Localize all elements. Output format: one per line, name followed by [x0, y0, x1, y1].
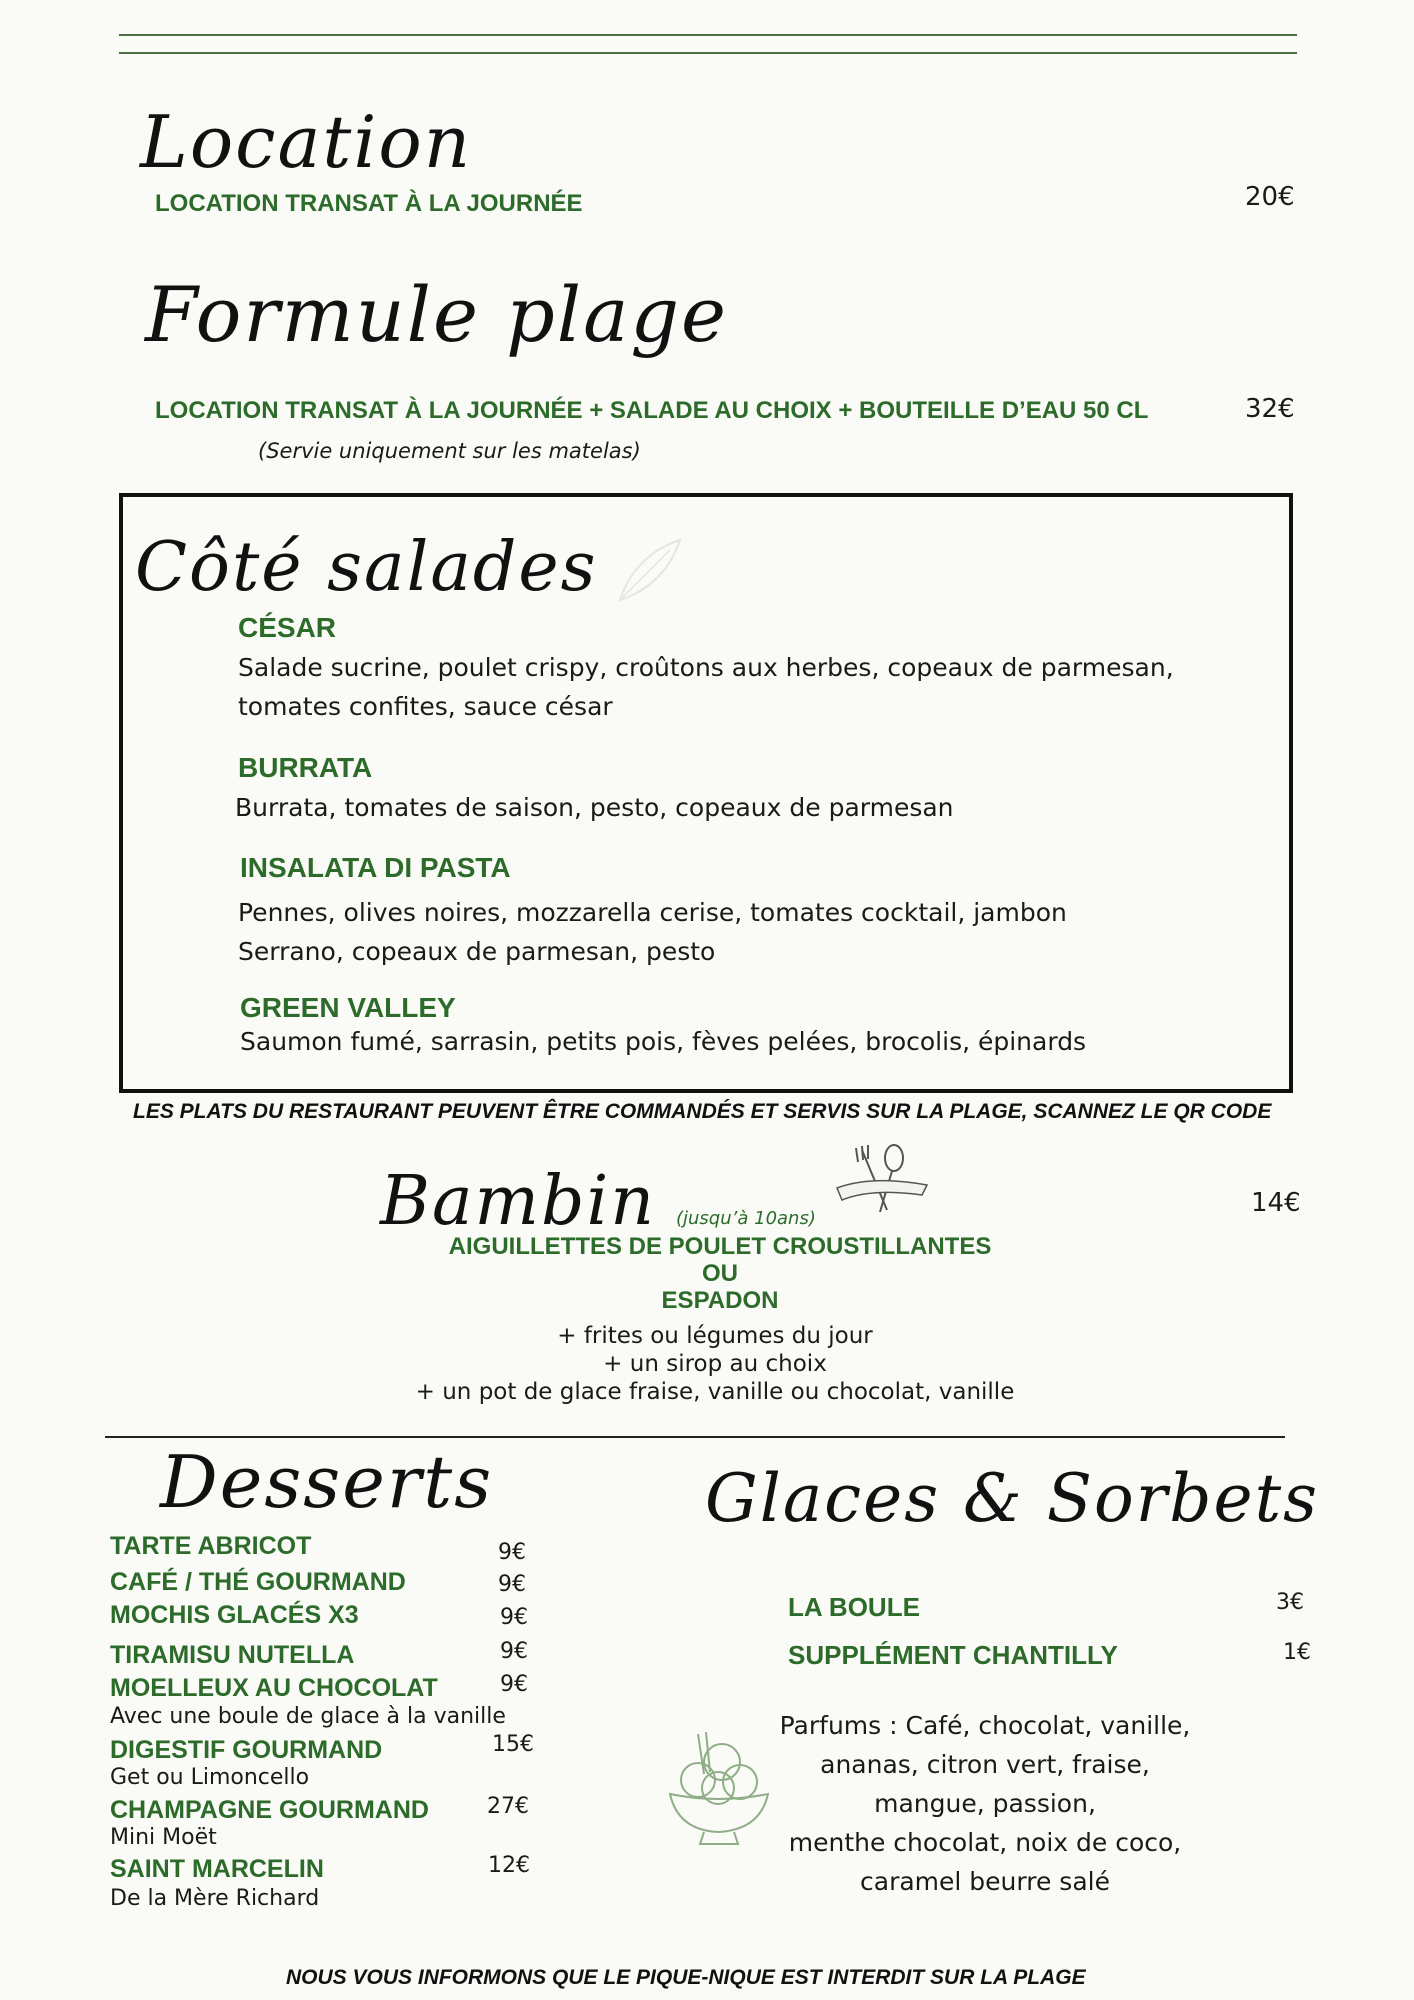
glaces-parfums [770, 1706, 1200, 1901]
salad-name: GREEN VALLEY [240, 992, 456, 1023]
desserts-heading: Desserts [160, 1440, 494, 1524]
salads-heading: Côté salades [135, 528, 598, 607]
dessert-price: 15€ [492, 1732, 534, 1757]
salad-desc-line: tomates confites, sauce césar [238, 692, 613, 721]
dessert-name: DIGESTIF GOURMAND [110, 1736, 383, 1764]
salad-desc-line: Burrata, tomates de saison, pesto, copeaux de parmesan [235, 793, 954, 822]
section-divider [105, 1436, 1285, 1438]
top-rule-2 [119, 52, 1297, 54]
restaurant-notice: LES PLATS DU RESTAURANT PEUVENT ÊTRE COMMANDÉS ET SERVIS SUR LA PLAGE, SCANNEZ LE QR CODE [133, 1100, 1272, 1123]
location-price: 20€ [1245, 182, 1295, 212]
glaces-heading: Glaces & Sorbets [705, 1460, 1319, 1537]
parfums-line: menthe chocolat, noix de coco, [788, 1828, 1182, 1857]
parfums-line: caramel beurre salé [860, 1867, 1110, 1896]
dessert-sub: De la Mère Richard [110, 1886, 320, 1911]
salad-name: BURRATA [238, 752, 373, 783]
dessert-name: CAFÉ / THÉ GOURMAND [110, 1568, 406, 1596]
bambin-extra: + un pot de glace fraise, vanille ou chocolat, vanille [415, 1379, 1015, 1405]
dessert-price: 12€ [488, 1853, 530, 1878]
bambin-extra: + frites ou légumes du jour [557, 1323, 873, 1349]
dessert-price: 9€ [500, 1605, 528, 1630]
bambin-heading: Bambin [380, 1162, 657, 1241]
formule-note: (Servie uniquement sur les matelas) [258, 439, 641, 463]
glace-name: SUPPLÉMENT CHANTILLY [788, 1640, 1118, 1670]
ice-cream-bowl-icon [660, 1722, 778, 1848]
bambin-age-note: (jusqu’à 10ans) [676, 1208, 816, 1229]
glace-price: 1€ [1283, 1640, 1311, 1665]
salad-desc [235, 788, 954, 827]
picnic-notice: NOUS VOUS INFORMONS QUE LE PIQUE-NIQUE EST INTERDIT SUR LA PLAGE [286, 1966, 1086, 1989]
salad-desc-line: Saumon fumé, sarrasin, petits pois, fèves pelées, brocolis, épinards [240, 1027, 1087, 1056]
dessert-name: CHAMPAGNE GOURMAND [110, 1796, 429, 1824]
dessert-name: MOELLEUX AU CHOCOLAT [110, 1674, 438, 1702]
formule-price: 32€ [1245, 394, 1295, 424]
parfums-line: ananas, citron vert, fraise, [820, 1750, 1150, 1779]
cutlery-ribbon-icon [832, 1140, 932, 1220]
bambin-choice: ESPADON [661, 1287, 779, 1314]
salad-desc [238, 893, 1067, 971]
dessert-price: 9€ [498, 1540, 526, 1565]
location-item: LOCATION TRANSAT À LA JOURNÉE [155, 190, 583, 217]
salad-desc-line: Salade sucrine, poulet crispy, croûtons aux herbes, copeaux de parmesan, [238, 653, 1174, 682]
dessert-name: TARTE ABRICOT [110, 1532, 312, 1560]
glace-price: 3€ [1276, 1590, 1304, 1615]
dessert-sub: Avec une boule de glace à la vanille [110, 1704, 506, 1729]
top-rule-1 [119, 34, 1297, 36]
bambin-choice: OU [702, 1260, 738, 1287]
glace-name: LA BOULE [788, 1592, 920, 1622]
dessert-name: TIRAMISU NUTELLA [110, 1641, 355, 1669]
dessert-sub: Get ou Limoncello [110, 1765, 310, 1790]
dessert-sub: Mini Moët [110, 1825, 217, 1850]
parfums-line: mangue, passion, [874, 1789, 1096, 1818]
salad-desc [240, 1022, 1086, 1061]
dessert-price: 9€ [500, 1672, 528, 1697]
salad-name: CÉSAR [238, 612, 337, 643]
formule-heading: Formule plage [145, 270, 729, 359]
leaf-watermark-icon [600, 530, 690, 610]
bambin-extra: + un sirop au choix [603, 1351, 827, 1377]
dessert-name: SAINT MARCELIN [110, 1855, 324, 1883]
dessert-price: 9€ [498, 1572, 526, 1597]
location-heading: Location [140, 100, 473, 184]
salad-desc [238, 648, 1174, 726]
salad-desc-line: Serrano, copeaux de parmesan, pesto [238, 937, 716, 966]
salad-name: INSALATA DI PASTA [240, 852, 511, 883]
bambin-price: 14€ [1251, 1188, 1301, 1218]
dessert-price: 27€ [487, 1794, 529, 1819]
bambin-choice: AIGUILLETTES DE POULET CROUSTILLANTES [448, 1233, 992, 1260]
dessert-name: MOCHIS GLACÉS X3 [110, 1601, 359, 1629]
salad-desc-line: Pennes, olives noires, mozzarella cerise, tomates cocktail, jambon [238, 898, 1067, 927]
bambin-extras [375, 1322, 1055, 1406]
bambin-choices [380, 1233, 1060, 1314]
parfums-line: Parfums : Café, chocolat, vanille, [779, 1711, 1191, 1740]
formule-item: LOCATION TRANSAT À LA JOURNÉE + SALADE AU CHOIX + BOUTEILLE D’EAU 50 CL [155, 397, 1149, 424]
dessert-price: 9€ [500, 1639, 528, 1664]
